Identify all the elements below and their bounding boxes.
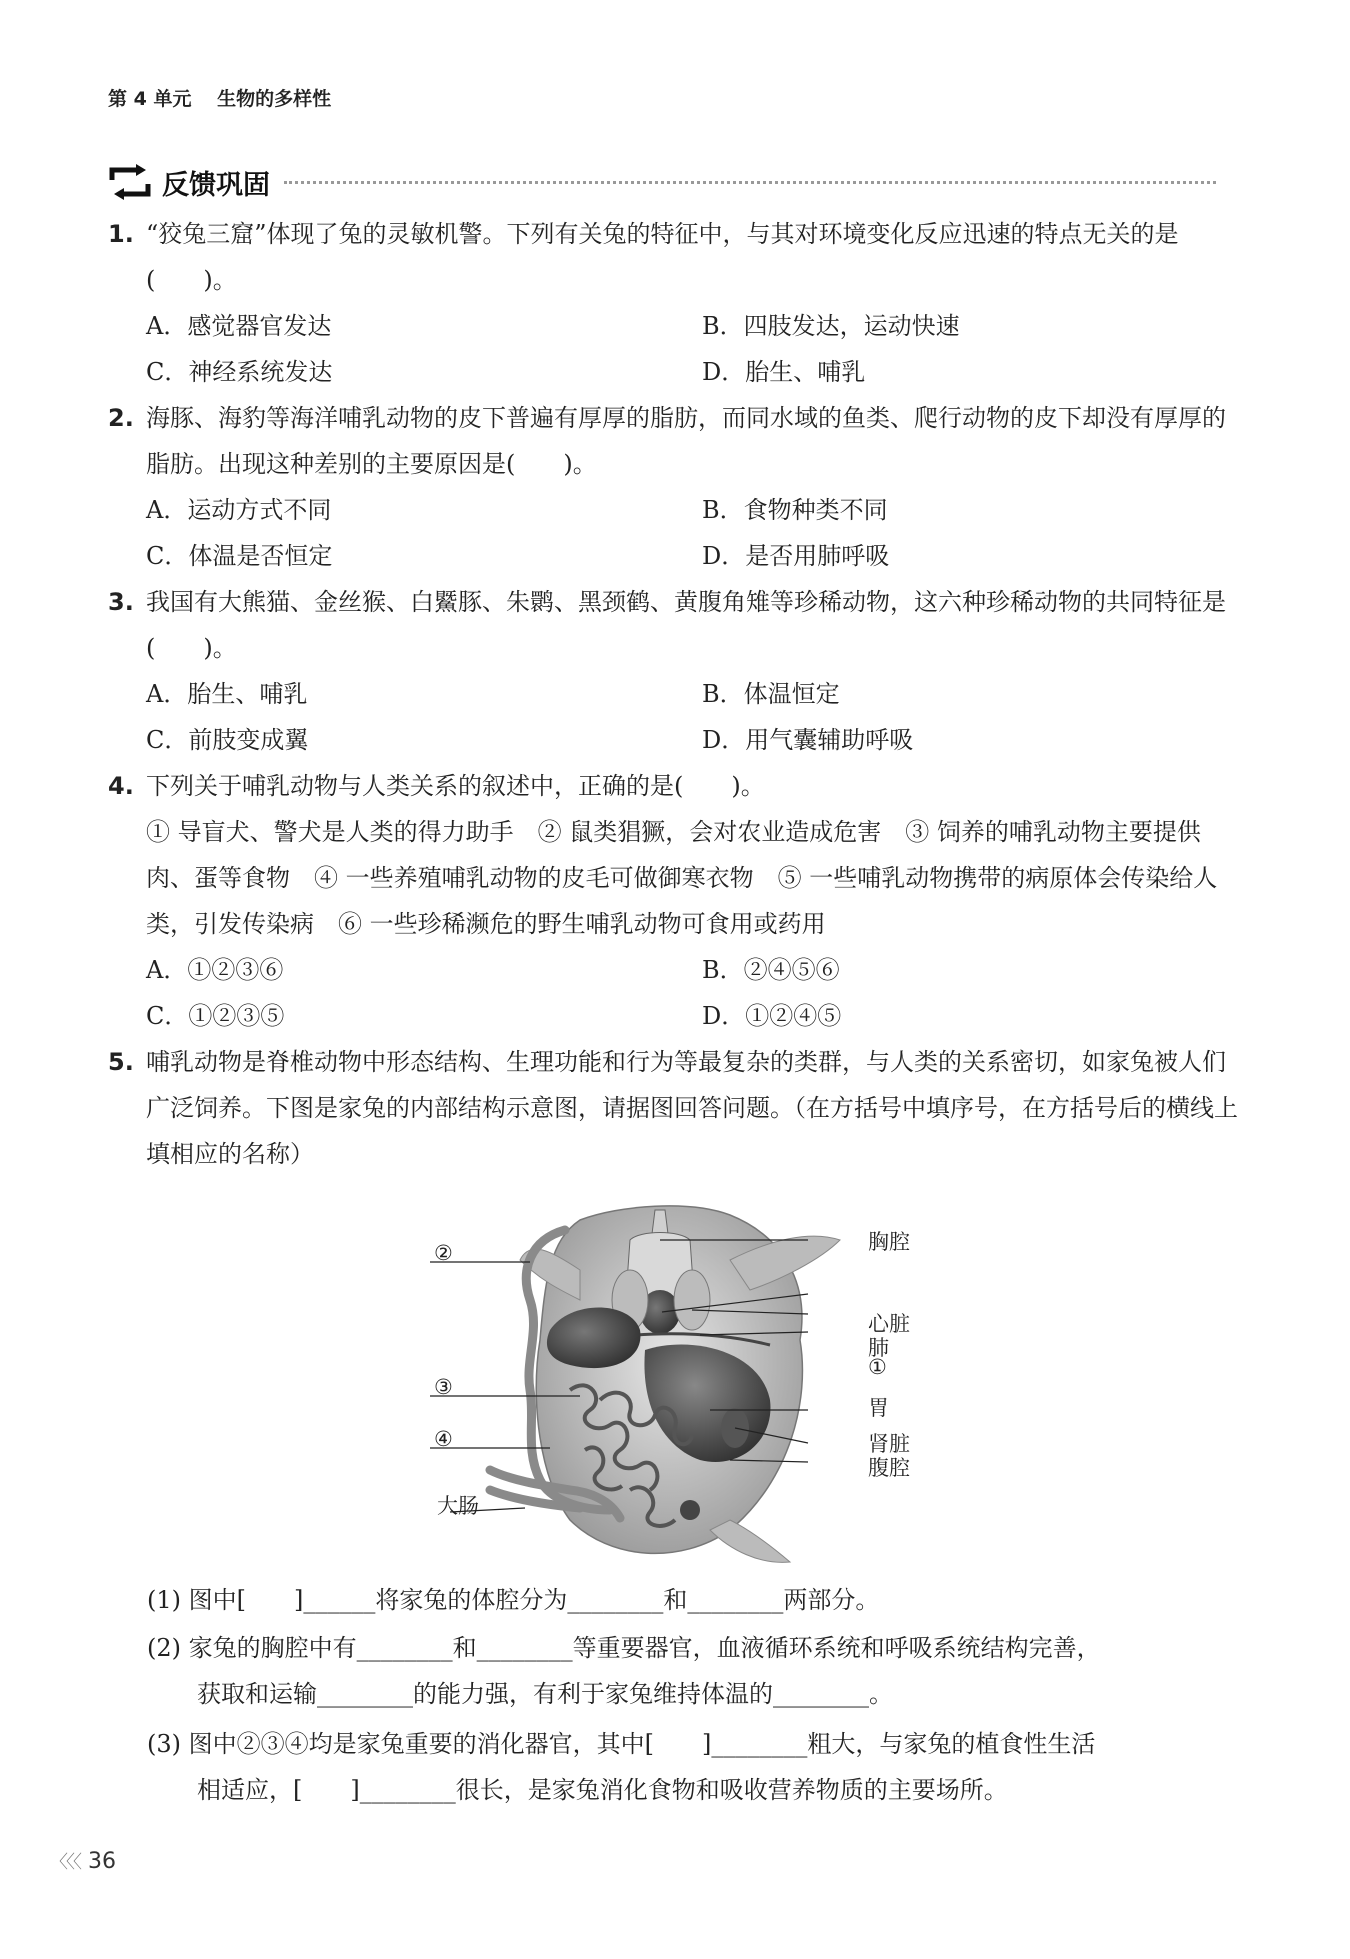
option-c[interactable]: C．①②③⑤ (146, 1002, 285, 1030)
options (146, 487, 1238, 579)
options (146, 303, 1238, 395)
question-5 (108, 1039, 1238, 1177)
question-number: 1. (108, 220, 134, 248)
options (146, 947, 1238, 1039)
figure-label-stomach: 胃 (868, 1396, 889, 1420)
question-number: 2. (108, 404, 134, 432)
option-d[interactable]: D．用气囊辅助呼吸 (702, 726, 914, 754)
figure-label-abdominal-cavity: 腹腔 (868, 1456, 910, 1480)
question-2 (108, 395, 1238, 579)
subquestion-1 (147, 1577, 1237, 1623)
figure-label-3: ③ (434, 1375, 453, 1399)
option-a[interactable]: A．①②③⑥ (146, 956, 284, 984)
subquestion-2 (147, 1625, 1237, 1717)
figure-label-large-intestine: 大肠 (437, 1494, 479, 1518)
option-c[interactable]: C．神经系统发达 (146, 358, 333, 386)
figure-label-lung: 肺 (868, 1336, 889, 1360)
question-4 (108, 763, 1238, 1039)
option-c[interactable]: C．前肢变成翼 (146, 726, 309, 754)
question-1 (108, 211, 1238, 395)
rabbit-anatomy-diagram (430, 1200, 930, 1570)
question-stem: 我国有大熊猫、金丝猴、白鱀豚、朱鹮、黑颈鹤、黄腹角雉等珍稀动物，这六种珍稀动物的共同特征是( )。 (146, 588, 1226, 662)
option-a[interactable]: A．运动方式不同 (146, 496, 332, 524)
subquestion-line: (2) 家兔的胸腔中有________和________等重要器官，血液循环系统和呼吸系统结构完善， (147, 1634, 1101, 1662)
subquestion-line: 获取和运输________的能力强，有利于家兔维持体温的________。 (197, 1680, 893, 1708)
question-stem: “狡兔三窟”体现了兔的灵敏机警。下列有关兔的特征中，与其对环境变化反应迅速的特点无关的是( )。 (146, 220, 1179, 294)
chevron-left-icon: 〈〈〈 (50, 1852, 80, 1873)
option-b[interactable]: B．四肢发达，运动快速 (702, 312, 960, 340)
question-3 (108, 579, 1238, 763)
option-b[interactable]: B．②④⑤⑥ (702, 956, 840, 984)
option-d[interactable]: D．①②④⑤ (702, 1002, 842, 1030)
subquestion-3 (147, 1721, 1237, 1813)
section-title: 反馈巩固 (162, 169, 270, 201)
option-b[interactable]: B．食物种类不同 (702, 496, 888, 524)
subquestion-line: 相适应，[ ]________很长，是家兔消化食物和吸收营养物质的主要场所。 (197, 1776, 1008, 1804)
option-d[interactable]: D．是否用肺呼吸 (702, 542, 890, 570)
figure-label-kidney: 肾脏 (868, 1432, 910, 1456)
question-number: 4. (108, 772, 134, 800)
unit-header: 第 4 单元 生物的多样性 (108, 88, 332, 110)
refresh-arrows-icon (106, 162, 154, 202)
subquestion-line: (3) 图中②③④均是家兔重要的消化器官，其中[ ]________粗大，与家兔的植食性生活 (147, 1730, 1096, 1758)
question-stem: 海豚、海豹等海洋哺乳动物的皮下普遍有厚厚的脂肪，而同水域的鱼类、爬行动物的皮下却没有厚厚的脂肪。出现这种差别的主要原因是( )。 (146, 404, 1226, 478)
question-stem: 哺乳动物是脊椎动物中形态结构、生理功能和行为等最复杂的类群，与人类的关系密切，如家兔被人们广泛饲养。下图是家兔的内部结构示意图，请据图回答问题。（在方括号中填序号，在方括号后的横线上填相应的名称） (146, 1048, 1238, 1168)
option-d[interactable]: D．胎生、哺乳 (702, 358, 866, 386)
section-divider (284, 181, 1216, 184)
options (146, 671, 1238, 763)
page-number: 36 (88, 1848, 116, 1874)
subquestion-line: (1) 图中[ ]______将家兔的体腔分为________和________两部分。 (147, 1586, 880, 1614)
figure-label-thoracic-cavity: 胸腔 (868, 1230, 910, 1254)
section-heading (106, 162, 1216, 202)
option-c[interactable]: C．体温是否恒定 (146, 542, 333, 570)
figure-label-heart: 心脏 (868, 1312, 910, 1336)
question-stem: 下列关于哺乳动物与人类关系的叙述中，正确的是( )。 (146, 772, 765, 800)
figure-label-2: ② (434, 1241, 453, 1265)
option-a[interactable]: A．胎生、哺乳 (146, 680, 308, 708)
option-b[interactable]: B．体温恒定 (702, 680, 840, 708)
question-number: 3. (108, 588, 134, 616)
question-number: 5. (108, 1048, 134, 1076)
option-a[interactable]: A．感觉器官发达 (146, 312, 332, 340)
question-statements: ① 导盲犬、警犬是人类的得力助手 ② 鼠类猖獗，会对农业造成危害 ③ 饲养的哺乳动物主要提供肉、蛋等食物 ④ 一些养殖哺乳动物的皮毛可做御寒衣物 ⑤ 一些哺乳动物携带的病原体会传染给人类，引发传染病 ⑥ 一些珍稀濒危的野生哺乳动物可食用或药用 (146, 818, 1218, 938)
figure-label-4: ④ (434, 1427, 453, 1451)
page-footer (50, 1848, 116, 1874)
figure-label-1: ① (868, 1355, 887, 1379)
